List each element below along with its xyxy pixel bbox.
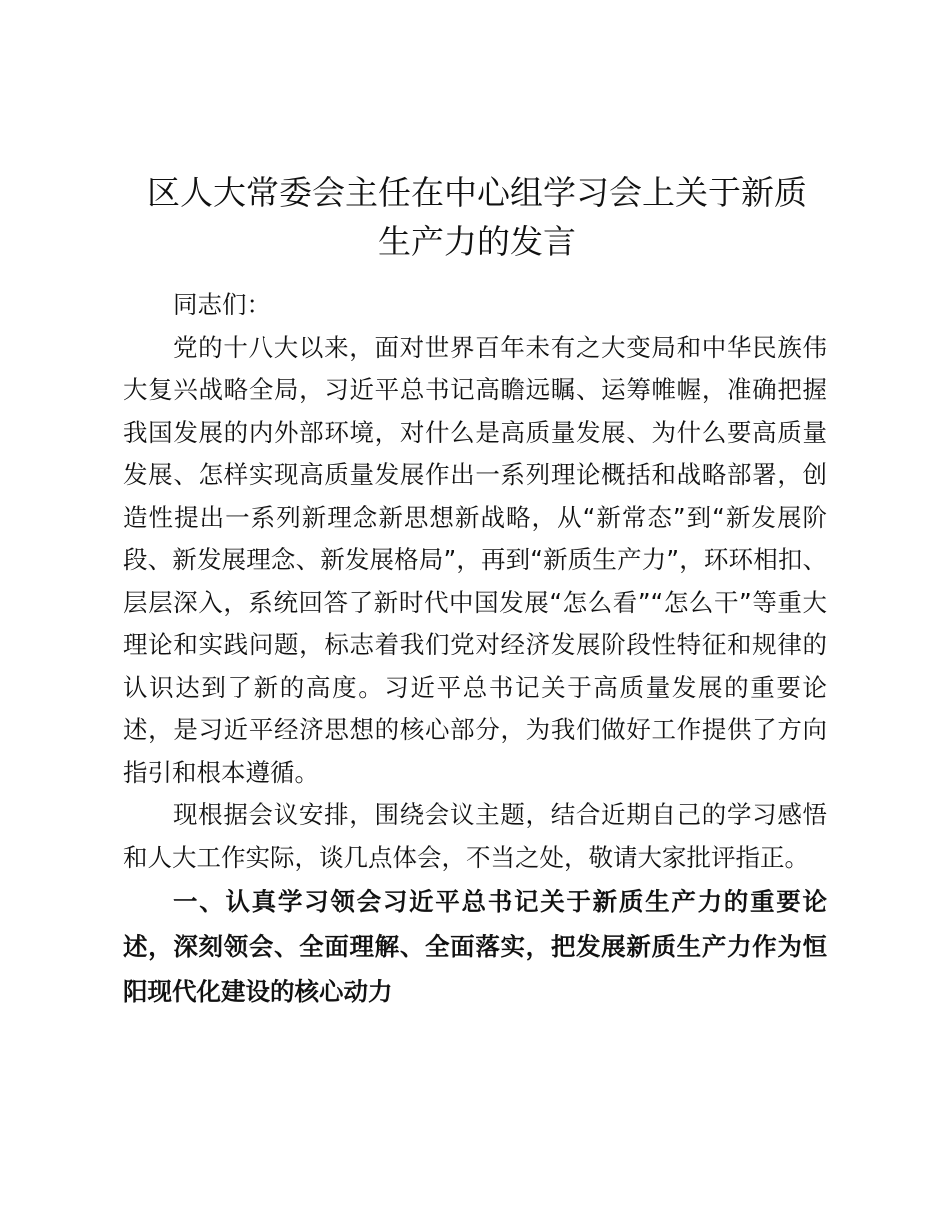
title-line-1: 区人大常委会主任在中心组学习会上关于新质 bbox=[147, 173, 807, 212]
document-title bbox=[118, 168, 836, 266]
document-body bbox=[123, 284, 827, 1014]
title-line-2: 生产力的发言 bbox=[378, 222, 576, 261]
paragraph-arrangement: 现根据会议安排，围绕会议主题，结合近期自己的学习感悟和人大工作实际，谈几点体会，不当之处，敬请大家批评指正。 bbox=[123, 800, 827, 872]
paragraph-intro: 党的十八大以来，面对世界百年未有之大变局和中华民族伟大复兴战略全局，习近平总书记高瞻远瞩、运筹帷幄，准确把握我国发展的内外部环境，对什么是高质量发展、为什么要高质量发展、怎样实现高质量发展作出一系列理论概括和战略部署，创造性提出一系列新理念新思想新战略，从“新常态”到“新发展阶段、新发展理念、新发展格局”，再到“新质生产力”，环环相扣、层层深入，系统回答了新时代中国发展“怎么看”“怎么干”等重大理论和实践问题，标志着我们党对经济发展阶段性特征和规律的认识达到了新的高度。习近平总书记关于高质量发展的重要论述，是习近平经济思想的核心部分，为我们做好工作提供了方向指引和根本遵循。 bbox=[123, 332, 827, 787]
section-heading-1: 一、认真学习领会习近平总书记关于新质生产力的重要论述，深刻领会、全面理解、全面落实，把发展新质生产力作为恒阳现代化建设的核心动力 bbox=[123, 887, 827, 1006]
salutation: 同志们： bbox=[173, 290, 271, 319]
